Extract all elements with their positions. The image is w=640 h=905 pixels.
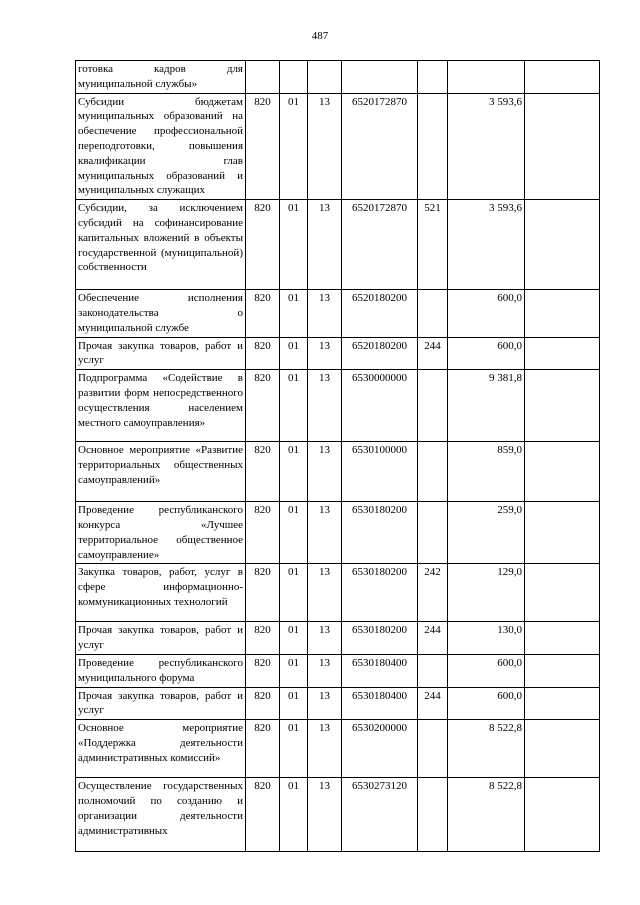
row-subsection-code: 13: [308, 564, 342, 622]
row-expense-type-code: 244: [418, 687, 448, 720]
row-target-article-code: 6530200000: [342, 720, 418, 778]
row-section-code: 01: [280, 564, 308, 622]
row-amount: 8 522,8: [448, 778, 525, 852]
row-ministry-code: 820: [246, 337, 280, 370]
row-subsection-code: 13: [308, 502, 342, 564]
row-expense-type-code: [418, 654, 448, 687]
row-ministry-code: 820: [246, 370, 280, 442]
row-subsection-code: 13: [308, 337, 342, 370]
row-section-code: 01: [280, 654, 308, 687]
row-amount: 859,0: [448, 442, 525, 502]
row-empty-cell: [525, 290, 600, 337]
row-expense-type-code: [418, 370, 448, 442]
row-target-article-code: 6530180200: [342, 622, 418, 655]
row-expense-type-code: [418, 502, 448, 564]
row-target-article-code: 6520180200: [342, 290, 418, 337]
row-amount: 3 593,6: [448, 200, 525, 290]
row-amount: [448, 61, 525, 94]
row-subsection-code: 13: [308, 442, 342, 502]
row-subsection-code: 13: [308, 687, 342, 720]
row-empty-cell: [525, 687, 600, 720]
table-row: [76, 687, 600, 720]
row-subsection-code: 13: [308, 290, 342, 337]
row-target-article-code: 6520172870: [342, 200, 418, 290]
budget-table: [75, 60, 600, 852]
row-section-code: 01: [280, 290, 308, 337]
row-target-article-code: 6530180200: [342, 502, 418, 564]
row-section-code: 01: [280, 200, 308, 290]
row-name-cell: Основное мероприятие «Поддержка деятельности административных комиссий»: [76, 720, 246, 778]
row-empty-cell: [525, 778, 600, 852]
row-ministry-code: [246, 61, 280, 94]
row-subsection-code: 13: [308, 370, 342, 442]
row-empty-cell: [525, 93, 600, 200]
row-name-cell: Прочая закупка товаров, работ и услуг: [76, 687, 246, 720]
row-section-code: 01: [280, 720, 308, 778]
row-target-article-code: 6530273120: [342, 778, 418, 852]
table-row: [76, 290, 600, 337]
row-empty-cell: [525, 622, 600, 655]
row-name-cell: готовка кадров для муниципальной службы»: [76, 61, 246, 94]
table-row: [76, 564, 600, 622]
row-name-cell: Проведение республиканского конкурса «Лучшее территориальное общественное самоуправление»: [76, 502, 246, 564]
row-subsection-code: 13: [308, 622, 342, 655]
row-ministry-code: 820: [246, 200, 280, 290]
row-expense-type-code: 242: [418, 564, 448, 622]
row-ministry-code: 820: [246, 778, 280, 852]
row-expense-type-code: 244: [418, 622, 448, 655]
row-ministry-code: 820: [246, 622, 280, 655]
table-row: [76, 61, 600, 94]
row-empty-cell: [525, 720, 600, 778]
row-empty-cell: [525, 564, 600, 622]
row-expense-type-code: 244: [418, 337, 448, 370]
row-amount: 600,0: [448, 654, 525, 687]
table-row: [76, 200, 600, 290]
row-subsection-code: 13: [308, 654, 342, 687]
row-name-cell: Субсидии бюджетам муниципальных образований на обеспечение профессиональной переподготовки, повышения квалификации глав муниципальных образований и муниципальных служащих: [76, 93, 246, 200]
row-name-cell: Прочая закупка товаров, работ и услуг: [76, 622, 246, 655]
row-name-cell: Осуществление государственных полномочий по созданию и организации деятельности административных: [76, 778, 246, 852]
row-empty-cell: [525, 370, 600, 442]
row-empty-cell: [525, 442, 600, 502]
table-row: [76, 720, 600, 778]
row-target-article-code: 6530180400: [342, 654, 418, 687]
row-amount: 259,0: [448, 502, 525, 564]
row-empty-cell: [525, 337, 600, 370]
row-amount: 9 381,8: [448, 370, 525, 442]
row-expense-type-code: [418, 93, 448, 200]
table-row: [76, 502, 600, 564]
row-amount: 600,0: [448, 687, 525, 720]
row-name-cell: Проведение республиканского муниципального форума: [76, 654, 246, 687]
table-row: [76, 337, 600, 370]
row-section-code: 01: [280, 622, 308, 655]
row-amount: 129,0: [448, 564, 525, 622]
row-name-cell: Прочая закупка товаров, работ и услуг: [76, 337, 246, 370]
row-subsection-code: 13: [308, 200, 342, 290]
row-name-cell: Основное мероприятие «Развитие территориальных общественных самоуправлений»: [76, 442, 246, 502]
row-expense-type-code: [418, 720, 448, 778]
row-expense-type-code: [418, 778, 448, 852]
row-ministry-code: 820: [246, 720, 280, 778]
row-empty-cell: [525, 61, 600, 94]
row-target-article-code: 6530180400: [342, 687, 418, 720]
row-amount: 8 522,8: [448, 720, 525, 778]
table-row: [76, 654, 600, 687]
row-subsection-code: 13: [308, 720, 342, 778]
row-ministry-code: 820: [246, 290, 280, 337]
row-subsection-code: 13: [308, 778, 342, 852]
row-empty-cell: [525, 654, 600, 687]
row-amount: 130,0: [448, 622, 525, 655]
row-section-code: 01: [280, 687, 308, 720]
row-section-code: 01: [280, 370, 308, 442]
row-section-code: [280, 61, 308, 94]
table-row: [76, 442, 600, 502]
row-target-article-code: 6530100000: [342, 442, 418, 502]
row-empty-cell: [525, 502, 600, 564]
row-empty-cell: [525, 200, 600, 290]
row-ministry-code: 820: [246, 93, 280, 200]
row-target-article-code: 6520180200: [342, 337, 418, 370]
row-expense-type-code: [418, 61, 448, 94]
row-ministry-code: 820: [246, 564, 280, 622]
row-expense-type-code: [418, 290, 448, 337]
row-section-code: 01: [280, 93, 308, 200]
row-name-cell: Обеспечение исполнения законодательства о муниципальной службе: [76, 290, 246, 337]
row-subsection-code: 13: [308, 93, 342, 200]
row-section-code: 01: [280, 778, 308, 852]
row-target-article-code: 6520172870: [342, 93, 418, 200]
row-target-article-code: 6530000000: [342, 370, 418, 442]
table-row: [76, 622, 600, 655]
row-amount: 600,0: [448, 337, 525, 370]
table-row: [76, 778, 600, 852]
page-number: 487: [311, 30, 329, 42]
row-name-cell: Подпрограмма «Содействие в развитии форм непосредственного осуществления населением местного самоуправления»: [76, 370, 246, 442]
row-ministry-code: 820: [246, 687, 280, 720]
row-ministry-code: 820: [246, 654, 280, 687]
row-section-code: 01: [280, 442, 308, 502]
row-ministry-code: 820: [246, 442, 280, 502]
row-amount: 600,0: [448, 290, 525, 337]
row-subsection-code: [308, 61, 342, 94]
table-row: [76, 93, 600, 200]
row-ministry-code: 820: [246, 502, 280, 564]
row-amount: 3 593,6: [448, 93, 525, 200]
row-section-code: 01: [280, 502, 308, 564]
row-expense-type-code: [418, 442, 448, 502]
row-name-cell: Субсидии, за исключением субсидий на софинансирование капитальных вложений в объекты государственной (муниципальной) собственности: [76, 200, 246, 290]
row-target-article-code: 6530180200: [342, 564, 418, 622]
row-section-code: 01: [280, 337, 308, 370]
row-target-article-code: [342, 61, 418, 94]
table-body: [76, 61, 600, 852]
table-row: [76, 370, 600, 442]
row-expense-type-code: 521: [418, 200, 448, 290]
row-name-cell: Закупка товаров, работ, услуг в сфере информационно-коммуникационных технологий: [76, 564, 246, 622]
